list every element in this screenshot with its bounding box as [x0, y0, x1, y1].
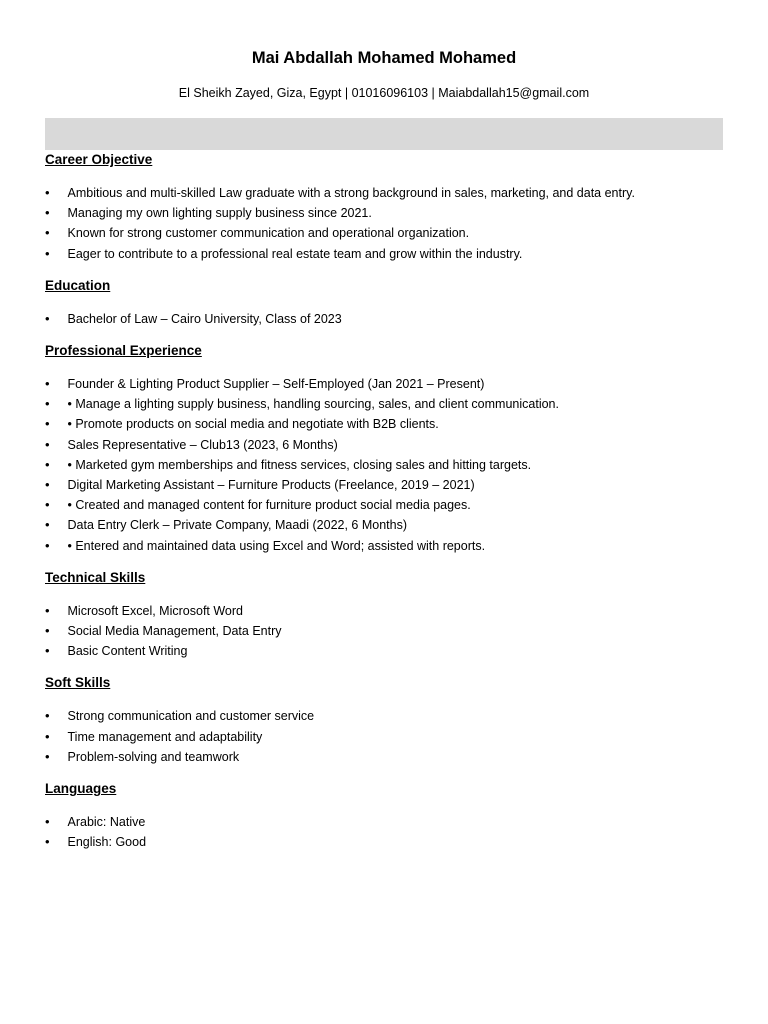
section-heading-experience: Professional Experience [45, 343, 202, 359]
list-item: • • Entered and maintained data using Excel and Word; assisted with reports. [45, 536, 723, 556]
list-item: • Time management and adaptability [45, 727, 723, 747]
bullet-icon: • [45, 602, 50, 618]
resume-content [45, 150, 723, 852]
soft-skills-list [45, 706, 723, 767]
list-item: • Arabic: Native [45, 812, 723, 832]
bullet-icon: • [45, 517, 50, 533]
bullet-icon: • [45, 225, 50, 241]
list-item: • Bachelor of Law – Cairo University, Class of 2023 [45, 309, 723, 329]
bullet-icon: • [45, 814, 50, 830]
section-technical-skills [45, 568, 723, 662]
career-objective-list [45, 183, 723, 264]
bullet-icon: • [45, 728, 50, 744]
bullet-icon: • [45, 205, 50, 221]
bullet-icon: • [45, 185, 50, 200]
bullet-icon: • [45, 310, 50, 326]
list-item: • Managing my own lighting supply business since 2021. [45, 203, 723, 223]
section-heading-career-objective: Career Objective [45, 152, 153, 167]
list-item: • Data Entry Clerk – Private Company, Maadi (2022, 6 Months) [45, 515, 723, 535]
bullet-icon: • [45, 396, 50, 412]
list-item: • • Created and managed content for furniture product social media pages. [45, 495, 723, 515]
list-item: • Digital Marketing Assistant – Furniture Products (Freelance, 2019 – 2021) [45, 475, 723, 495]
list-item: • Problem-solving and teamwork [45, 747, 723, 767]
list-item: • Social Media Management, Data Entry [45, 621, 723, 641]
bullet-icon: • [45, 623, 50, 639]
bullet-icon: • [45, 708, 50, 724]
bullet-icon: • [45, 477, 50, 493]
section-education [45, 276, 723, 329]
education-list [45, 309, 723, 329]
contact-line: El Sheikh Zayed, Giza, Egypt | 01016096103 | Maiabdallah15@gmail.com [178, 86, 590, 100]
bullet-icon: • [45, 834, 50, 850]
bullet-icon: • [45, 456, 50, 472]
bullet-icon: • [45, 245, 50, 261]
section-soft-skills [45, 673, 723, 767]
header-divider-band [45, 118, 723, 150]
list-item: • Eager to contribute to a professional real estate team and grow within the industry. [45, 244, 723, 264]
list-item: • English: Good [45, 832, 723, 852]
section-heading-education: Education [45, 277, 111, 293]
languages-list [45, 812, 723, 852]
list-item: • Ambitious and multi-skilled Law graduate with a strong background in sales, marketing, and data entry. [45, 183, 723, 203]
section-languages [45, 779, 723, 852]
list-item: • Strong communication and customer service [45, 706, 723, 726]
bullet-icon: • [45, 643, 50, 659]
list-item: • Microsoft Excel, Microsoft Word [45, 601, 723, 621]
list-item: • • Marketed gym memberships and fitness services, closing sales and hitting targets. [45, 455, 723, 475]
list-item: • • Promote products on social media and negotiate with B2B clients. [45, 414, 723, 434]
technical-skills-list [45, 601, 723, 662]
bullet-icon: • [45, 537, 50, 553]
bullet-icon: • [45, 748, 50, 764]
section-heading-soft-skills: Soft Skills [45, 675, 111, 691]
list-item: • Sales Representative – Club13 (2023, 6 Months) [45, 435, 723, 455]
section-heading-languages: Languages [45, 781, 117, 797]
bullet-icon: • [45, 497, 50, 513]
section-experience [45, 341, 723, 556]
candidate-name: Mai Abdallah Mohamed Mohamed [251, 49, 517, 67]
bullet-icon: • [45, 436, 50, 452]
list-item: • Known for strong customer communication and operational organization. [45, 223, 723, 243]
bullet-icon: • [45, 416, 50, 432]
list-item: • • Manage a lighting supply business, handling sourcing, sales, and client communication. [45, 394, 723, 414]
list-item: • Founder & Lighting Product Supplier – Self-Employed (Jan 2021 – Present) [45, 374, 723, 394]
experience-list [45, 374, 723, 556]
bullet-icon: • [45, 376, 50, 392]
list-item: • Basic Content Writing [45, 641, 723, 661]
section-career-objective [45, 150, 723, 264]
section-heading-technical-skills: Technical Skills [45, 569, 146, 585]
